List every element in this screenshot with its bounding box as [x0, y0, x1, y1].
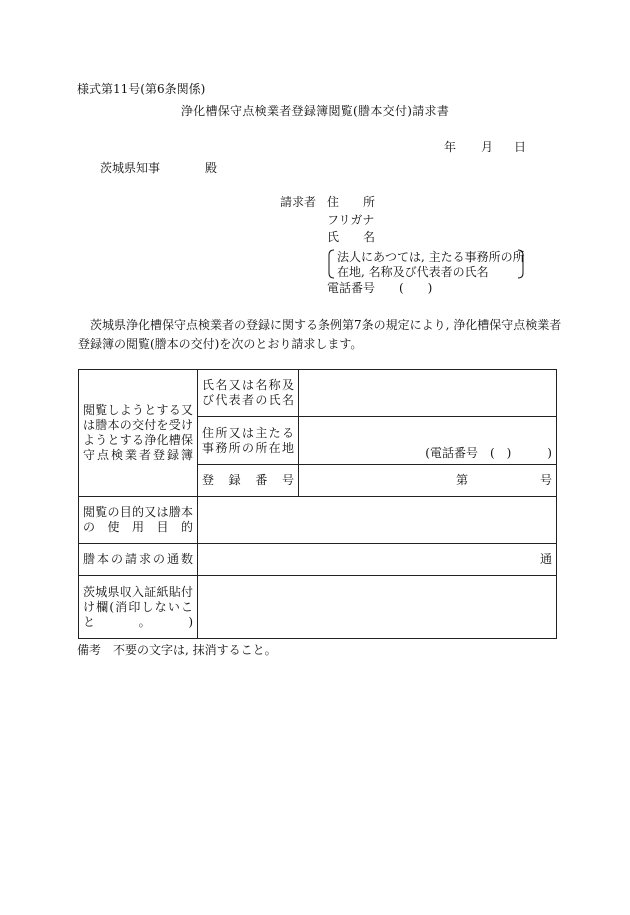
- requester-address-label: 住 所: [327, 195, 376, 209]
- name-input[interactable]: [299, 370, 557, 417]
- corporation-note-line2: 在地, 名称及び代表者の氏名: [337, 265, 489, 279]
- requester-label: 請求者: [280, 195, 317, 209]
- purpose-label: 閲覧の目的又は謄本の使用目的: [79, 497, 198, 544]
- registration-number-input[interactable]: [299, 465, 557, 497]
- table-row: [79, 544, 557, 576]
- form-number: 様式第11号(第6条関係): [77, 82, 206, 96]
- stamp-label: 茨城県収入証紙貼付け欄(消印しないこと。): [79, 576, 198, 639]
- name-label: 氏名又は名称及び代表者の氏名: [198, 370, 299, 417]
- addressee: 茨城県知事: [100, 161, 161, 175]
- honorific: 殿: [205, 161, 218, 175]
- registry-label: 閲覧しようとする又は謄本の交付を受けようとする浄化槽保守点検業者登録簿: [79, 370, 198, 497]
- corporation-note-line1: 法人にあつては, 主たる事務所の所: [337, 250, 525, 264]
- phone-in-cell: (電話番号 ( ) ): [425, 446, 552, 460]
- date-day: 日: [514, 140, 527, 154]
- purpose-input[interactable]: [198, 497, 557, 544]
- requester-furigana-label: フリガナ: [327, 213, 375, 227]
- copies-label: 謄本の請求の通数: [79, 544, 198, 576]
- requester-name-label: 氏 名: [327, 230, 376, 244]
- copies-input[interactable]: [198, 544, 557, 576]
- date-month: 月: [481, 140, 494, 154]
- requester-phone-label: 電話番号 ( ): [327, 281, 433, 295]
- request-statement: 茨城県浄化槽保守点検業者の登録に関する条例第7条の規定により, 浄化槽保守点検業者登録簿の閲覧(謄本の交付)を次のとおり請求します。: [78, 318, 562, 351]
- date-year: 年: [444, 140, 457, 154]
- registration-dai: 第: [456, 473, 469, 487]
- address-label: 住所又は主たる事務所の所在地: [198, 417, 299, 465]
- table-row: [79, 370, 557, 417]
- table-row: [79, 497, 557, 544]
- corporation-note: [327, 249, 525, 279]
- registration-go: 号: [539, 473, 552, 487]
- copies-unit: 通: [539, 552, 552, 566]
- registration-number-label: 登録番号: [198, 465, 299, 497]
- address-input[interactable]: [299, 417, 557, 465]
- stamp-area[interactable]: [198, 576, 557, 639]
- table-row: [79, 576, 557, 639]
- remarks-note: 備考 不要の文字は, 抹消すること。: [77, 643, 277, 657]
- document-title: 浄化槽保守点検業者登録簿閲覧(謄本交付)請求書: [180, 104, 450, 118]
- request-table: [78, 369, 557, 639]
